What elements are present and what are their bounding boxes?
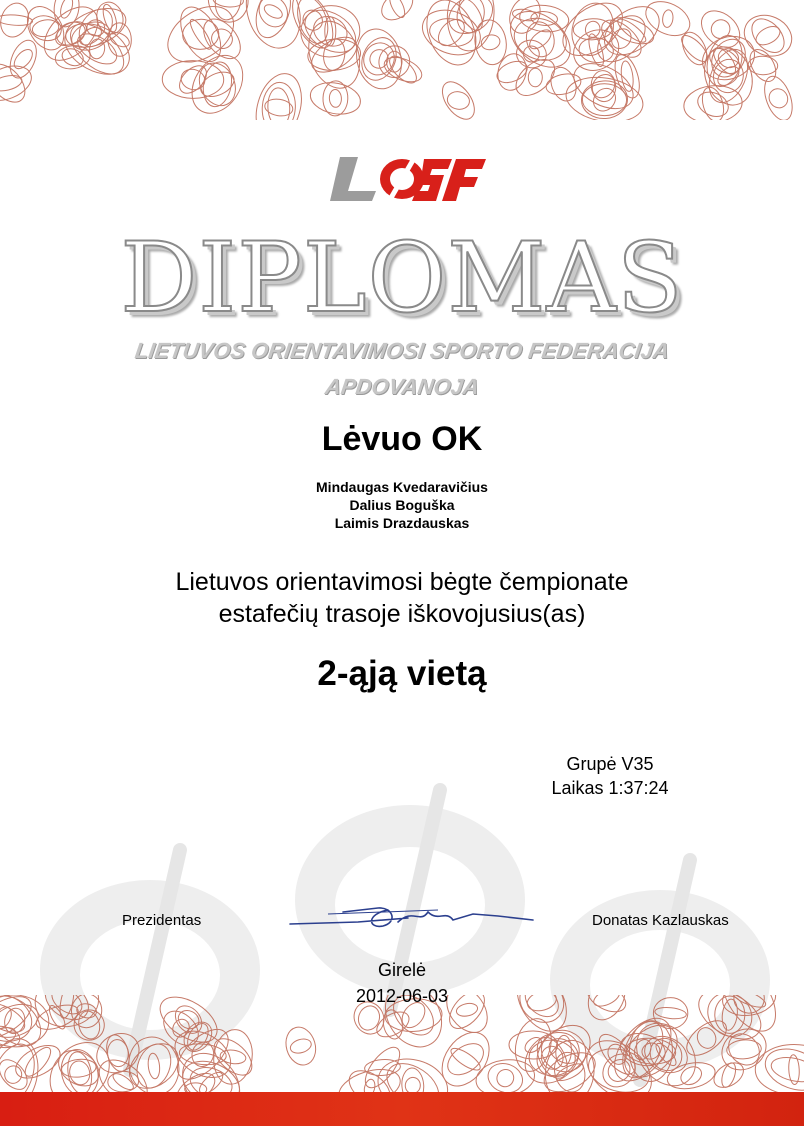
contour-line xyxy=(0,60,36,107)
contour-line xyxy=(0,57,32,108)
contour-line xyxy=(705,33,752,83)
contour-line xyxy=(401,1067,425,1095)
contour-line xyxy=(372,1051,454,1095)
contour-line xyxy=(329,89,342,107)
contour-line xyxy=(494,51,530,94)
contour-line xyxy=(436,76,481,120)
contour-line xyxy=(595,0,668,65)
contour-line xyxy=(182,46,254,120)
contour-line xyxy=(387,0,408,20)
contour-line xyxy=(753,23,783,49)
federation-awards: APDOVANOJA xyxy=(323,374,481,399)
contour-line xyxy=(282,1024,320,1069)
contour-line xyxy=(472,18,510,67)
topographic-pattern-bottom xyxy=(0,995,804,1095)
contour-line xyxy=(726,1039,762,1060)
contour-line xyxy=(504,0,546,38)
time-label: Laikas 1:37:24 xyxy=(551,778,669,798)
contour-line xyxy=(584,20,602,39)
contour-line xyxy=(448,1045,483,1074)
contour-line xyxy=(454,0,487,34)
contour-line xyxy=(158,0,244,74)
contour-line xyxy=(147,1053,161,1080)
contour-line xyxy=(172,1,229,69)
contour-line xyxy=(446,90,471,111)
contour-line xyxy=(563,72,647,120)
member-name: Dalius Boguška xyxy=(349,497,455,513)
contour-line xyxy=(432,1024,498,1095)
contour-line xyxy=(759,73,797,120)
contour-line xyxy=(306,30,363,79)
contour-line xyxy=(528,68,542,87)
description-line: Lietuvos orientavimosi bėgte čempionate xyxy=(175,568,629,596)
contour-line xyxy=(322,80,348,116)
place-awarded: 2-ąją vietą xyxy=(317,654,487,693)
contour-line xyxy=(289,1037,313,1056)
contour-line xyxy=(494,1067,516,1090)
description-line: estafečių trasoje iškovojusius(as) xyxy=(218,600,586,628)
contour-line xyxy=(555,1035,572,1067)
contour-line xyxy=(0,73,23,94)
contour-line xyxy=(474,1056,537,1095)
contour-line xyxy=(662,9,674,28)
topographic-pattern-top xyxy=(0,0,804,120)
contour-line xyxy=(580,79,629,120)
contour-line xyxy=(200,60,235,109)
member-name: Laimis Drazdauskas xyxy=(334,515,470,531)
group-label: Grupė V35 xyxy=(566,754,654,774)
president-title: Prezidentas xyxy=(122,912,202,929)
president-name: Donatas Kazlauskas xyxy=(592,912,729,929)
contour-line xyxy=(355,1003,382,1033)
contour-line xyxy=(385,52,421,88)
contour-line xyxy=(58,0,75,20)
contour-line xyxy=(162,60,224,99)
contour-line xyxy=(442,1037,489,1081)
member-name: Mindaugas Kvedaravičius xyxy=(316,479,488,495)
contour-line xyxy=(103,1032,133,1073)
contour-line xyxy=(5,36,42,82)
contour-line xyxy=(515,1022,589,1094)
award-description xyxy=(0,566,804,630)
contour-line xyxy=(745,45,781,86)
contour-line xyxy=(701,31,747,90)
contour-line xyxy=(100,3,119,33)
contour-line xyxy=(249,68,309,120)
contour-line xyxy=(121,1034,187,1095)
diploma-title: DIPLOMAS xyxy=(120,222,684,334)
contour-line xyxy=(308,79,363,118)
contour-line xyxy=(546,64,580,105)
team-name: Lėvuo OK xyxy=(321,420,483,458)
contour-line xyxy=(169,1021,237,1088)
contour-line xyxy=(544,71,583,98)
contour-line xyxy=(710,1058,748,1093)
contour-line xyxy=(182,18,220,50)
contour-line xyxy=(376,0,418,26)
federation-name: LIETUVOS ORIENTAVIMOSI SPORTO FEDERACIJA xyxy=(133,338,671,363)
contour-line xyxy=(192,57,242,112)
member-list xyxy=(0,478,804,532)
contour-line xyxy=(748,56,778,75)
contour-line xyxy=(297,1,363,61)
bottom-red-bar xyxy=(0,1092,804,1126)
contour-line xyxy=(665,1059,718,1093)
location: Girelė xyxy=(377,960,426,980)
contour-line xyxy=(719,1061,738,1089)
losf-logo xyxy=(320,155,490,205)
signature xyxy=(288,902,538,932)
contour-line xyxy=(480,33,502,52)
contour-line xyxy=(714,1021,774,1078)
contour-line xyxy=(261,81,297,120)
date: 2012-06-03 xyxy=(355,986,449,1006)
contour-line xyxy=(0,0,33,41)
contour-line xyxy=(262,2,284,21)
contour-line xyxy=(0,1034,45,1095)
contour-line xyxy=(755,1045,804,1095)
